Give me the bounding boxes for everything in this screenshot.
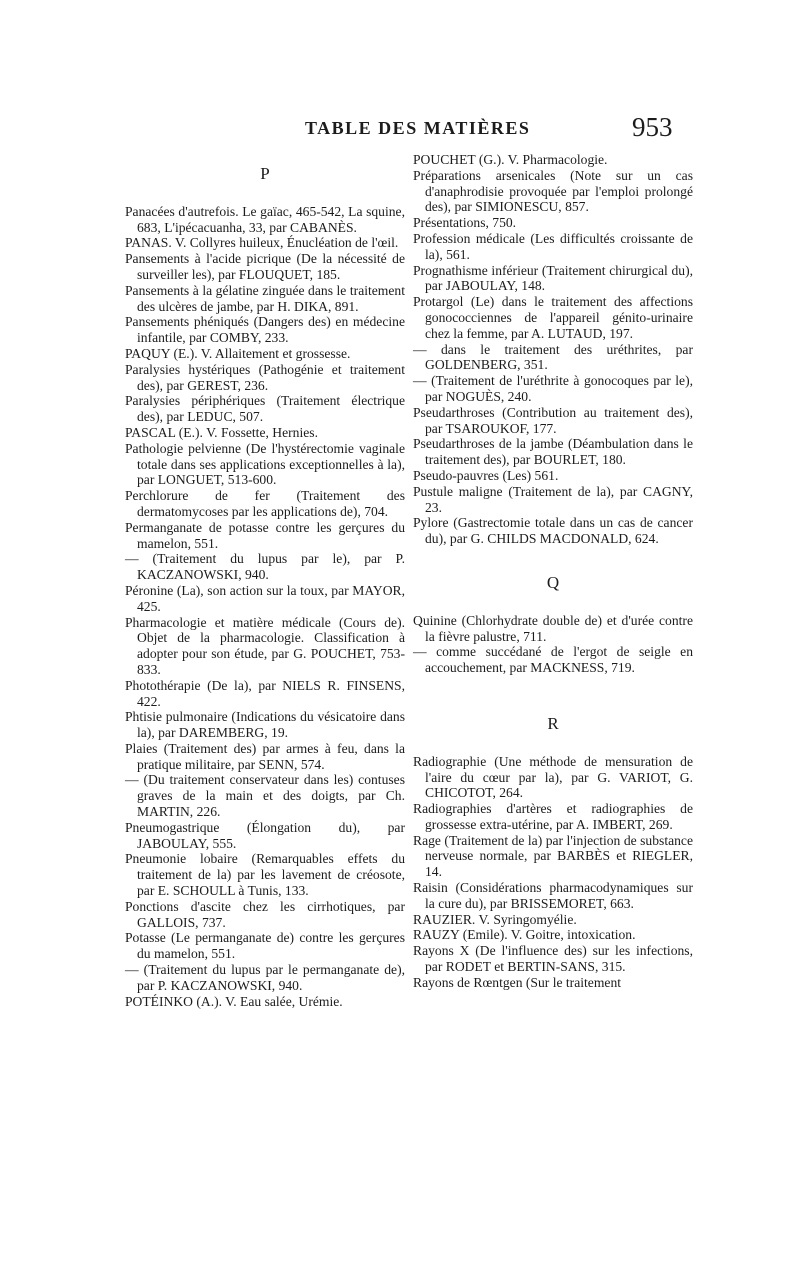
page-number: 953: [632, 112, 673, 142]
index-entry: Pustule maligne (Traitement de la), par CAGNY, 23.: [413, 483, 693, 515]
index-entry: Pseudarthroses de la jambe (Déambulation dans le traitement des), par BOURLET, 180.: [413, 436, 693, 468]
index-entry: RAUZIER. V. Syringomyélie.: [413, 911, 577, 927]
running-title: TABLE DES MATIÈRES: [305, 118, 531, 138]
index-entry: Pansements à l'acide picrique (De la nécessité de surveiller les), par FLOUQUET, 185.: [125, 251, 405, 282]
index-entry: — dans le traitement des uréthrites, par GOLDENBERG, 351.: [413, 341, 693, 373]
index-entry: Prognathisme inférieur (Traitement chirurgical du), par JABOULAY, 148.: [413, 262, 693, 294]
left-column: [125, 152, 405, 1009]
index-entry: Photothérapie (De la), par NIELS R. FINSENS, 422.: [125, 677, 405, 709]
index-entry: Raisin (Considérations pharmacodynamiques sur la cure du), par BRISSEMORET, 663.: [413, 880, 693, 911]
index-entry: Pharmacologie et matière médicale (Cours de). Objet de la pharmacologie. Classification à adopter pour son étude, par G. POUCHET, 753-833.: [125, 614, 405, 677]
right-entries-r: [413, 754, 693, 991]
index-entry: Paralysies hystériques (Pathogénie et traitement des), par GEREST, 236.: [125, 361, 405, 393]
index-entry: Potasse (Le permanganate de) contre les gerçures du mamelon, 551.: [125, 930, 405, 962]
index-entry: Radiographie (Une méthode de mensuration de l'aire du cœur par la), par G. VARIOT, G. CHICOTOT, 264.: [413, 753, 693, 801]
index-entry: Perchlorure de fer (Traitement des dermatomycoses par les applications de), 704.: [125, 488, 405, 519]
index-entry: Pseudo-pauvres (Les) 561.: [413, 467, 559, 483]
index-entry: Présentations, 750.: [413, 215, 517, 231]
index-entry: PAQUY (E.). V. Allaitement et grossesse.: [125, 345, 351, 361]
index-entry: Pseudarthroses (Contribution au traitement des), par TSAROUKOF, 177.: [413, 404, 693, 436]
index-entry: Péronine (La), son action sur la toux, par MAYOR, 425.: [125, 582, 405, 614]
section-letter-r: R: [547, 713, 559, 733]
index-entry: Pansements à la gélatine zinguée dans le traitement des ulcères de jambe, par H. DIKA, 891.: [125, 282, 405, 314]
index-entry: PANAS. V. Collyres huileux, Énucléation de l'œil.: [125, 235, 399, 251]
index-entry: Rage (Traitement de la) par l'injection de substance nerveuse normale, par BARBÈS et RIEGLER, 14.: [413, 832, 693, 880]
index-entry: Préparations arsenicales (Note sur un cas d'anaphrodisie provoquée par l'emploi prolongé des), par SIMIONESCU, 857.: [413, 167, 693, 215]
section-letter-p: P: [260, 164, 270, 183]
index-entry: RAUZY (Emile). V. Goitre, intoxication.: [413, 927, 636, 943]
right-entries-p: [413, 152, 693, 547]
index-entry: POTÉINKO (A.). V. Eau salée, Urémie.: [125, 993, 343, 1009]
index-entry: Panacées d'autrefois. Le gaïac, 465-542, La squine, 683, L'ipécacuanha, 33, par CABANÈS.: [125, 203, 405, 235]
right-column: [413, 152, 693, 991]
index-entry: Profession médicale (Les difficultés croissante de la), 561.: [413, 230, 693, 262]
index-entry: PASCAL (E.). V. Fossette, Hernies.: [125, 424, 318, 440]
section-letter-q: Q: [546, 572, 560, 592]
right-entries-q: [413, 613, 693, 676]
index-entry: Paralysies périphériques (Traitement électrique des), par LEDUC, 507.: [125, 393, 405, 425]
index-entry: POUCHET (G.). V. Pharmacologie.: [413, 152, 608, 167]
index-entry: Rayons X (De l'influence des) sur les infections, par RODET et BERTIN-SANS, 315.: [413, 943, 693, 975]
index-entry: Ponctions d'ascite chez les cirrhotiques, par GALLOIS, 737.: [125, 898, 405, 930]
index-entry: Quinine (Chlorhydrate double de) et d'urée contre la fièvre palustre, 711.: [413, 612, 693, 644]
index-entry: — (Du traitement conservateur dans les) contuses graves de la main et des doigts, par Ch. MARTIN, 226.: [125, 772, 405, 820]
index-entry: Pansements phéniqués (Dangers des) en médecine infantile, par COMBY, 233.: [125, 314, 405, 346]
index-entry: Pneumogastrique (Élongation du), par JABOULAY, 555.: [125, 819, 405, 851]
index-entry: — (Traitement du lupus par le permanganate de), par P. KACZANOWSKI, 940.: [125, 962, 405, 993]
index-entry: — (Traitement de l'uréthrite à gonocoques par le), par NOGUÈS, 240.: [413, 373, 693, 404]
index-entry: Radiographies d'artères et radiographies de grossesse extra-utérine, par A. IMBERT, 269.: [413, 801, 693, 832]
index-entry: Phtisie pulmonaire (Indications du vésicatoire dans la), par DAREMBERG, 19.: [125, 709, 405, 741]
index-entry: Protargol (Le) dans le traitement des affections gonococciennes de l'appareil génito-urinaire chez la femme, par A. LUTAUD, 197.: [413, 294, 693, 341]
running-header: [0, 110, 800, 146]
index-entry: Plaies (Traitement des) par armes à feu, dans la pratique militaire, par SENN, 574.: [125, 740, 405, 772]
index-entry: Pneumonie lobaire (Remarquables effets du traitement de la) par les lavement de créosote, par E. SCHOULL à Tunis, 133.: [125, 851, 405, 899]
index-entry: Rayons de Rœntgen (Sur le traitement: [413, 974, 622, 990]
index-entry: Pylore (Gastrectomie totale dans un cas de cancer du), par G. CHILDS MACDONALD, 624.: [413, 515, 693, 547]
index-entry: — (Traitement du lupus par le), par P. KACZANOWSKI, 940.: [125, 551, 405, 583]
index-entry: — comme succédané de l'ergot de seigle en accouchement, par MACKNESS, 719.: [413, 644, 693, 676]
index-entry: Pathologie pelvienne (De l'hystérectomie vaginale totale dans ses applications exceptionnelles à la), par LONGUET, 513-600.: [125, 440, 405, 488]
left-entries: [125, 204, 405, 1010]
index-entry: Permanganate de potasse contre les gerçures du mamelon, 551.: [125, 519, 405, 551]
